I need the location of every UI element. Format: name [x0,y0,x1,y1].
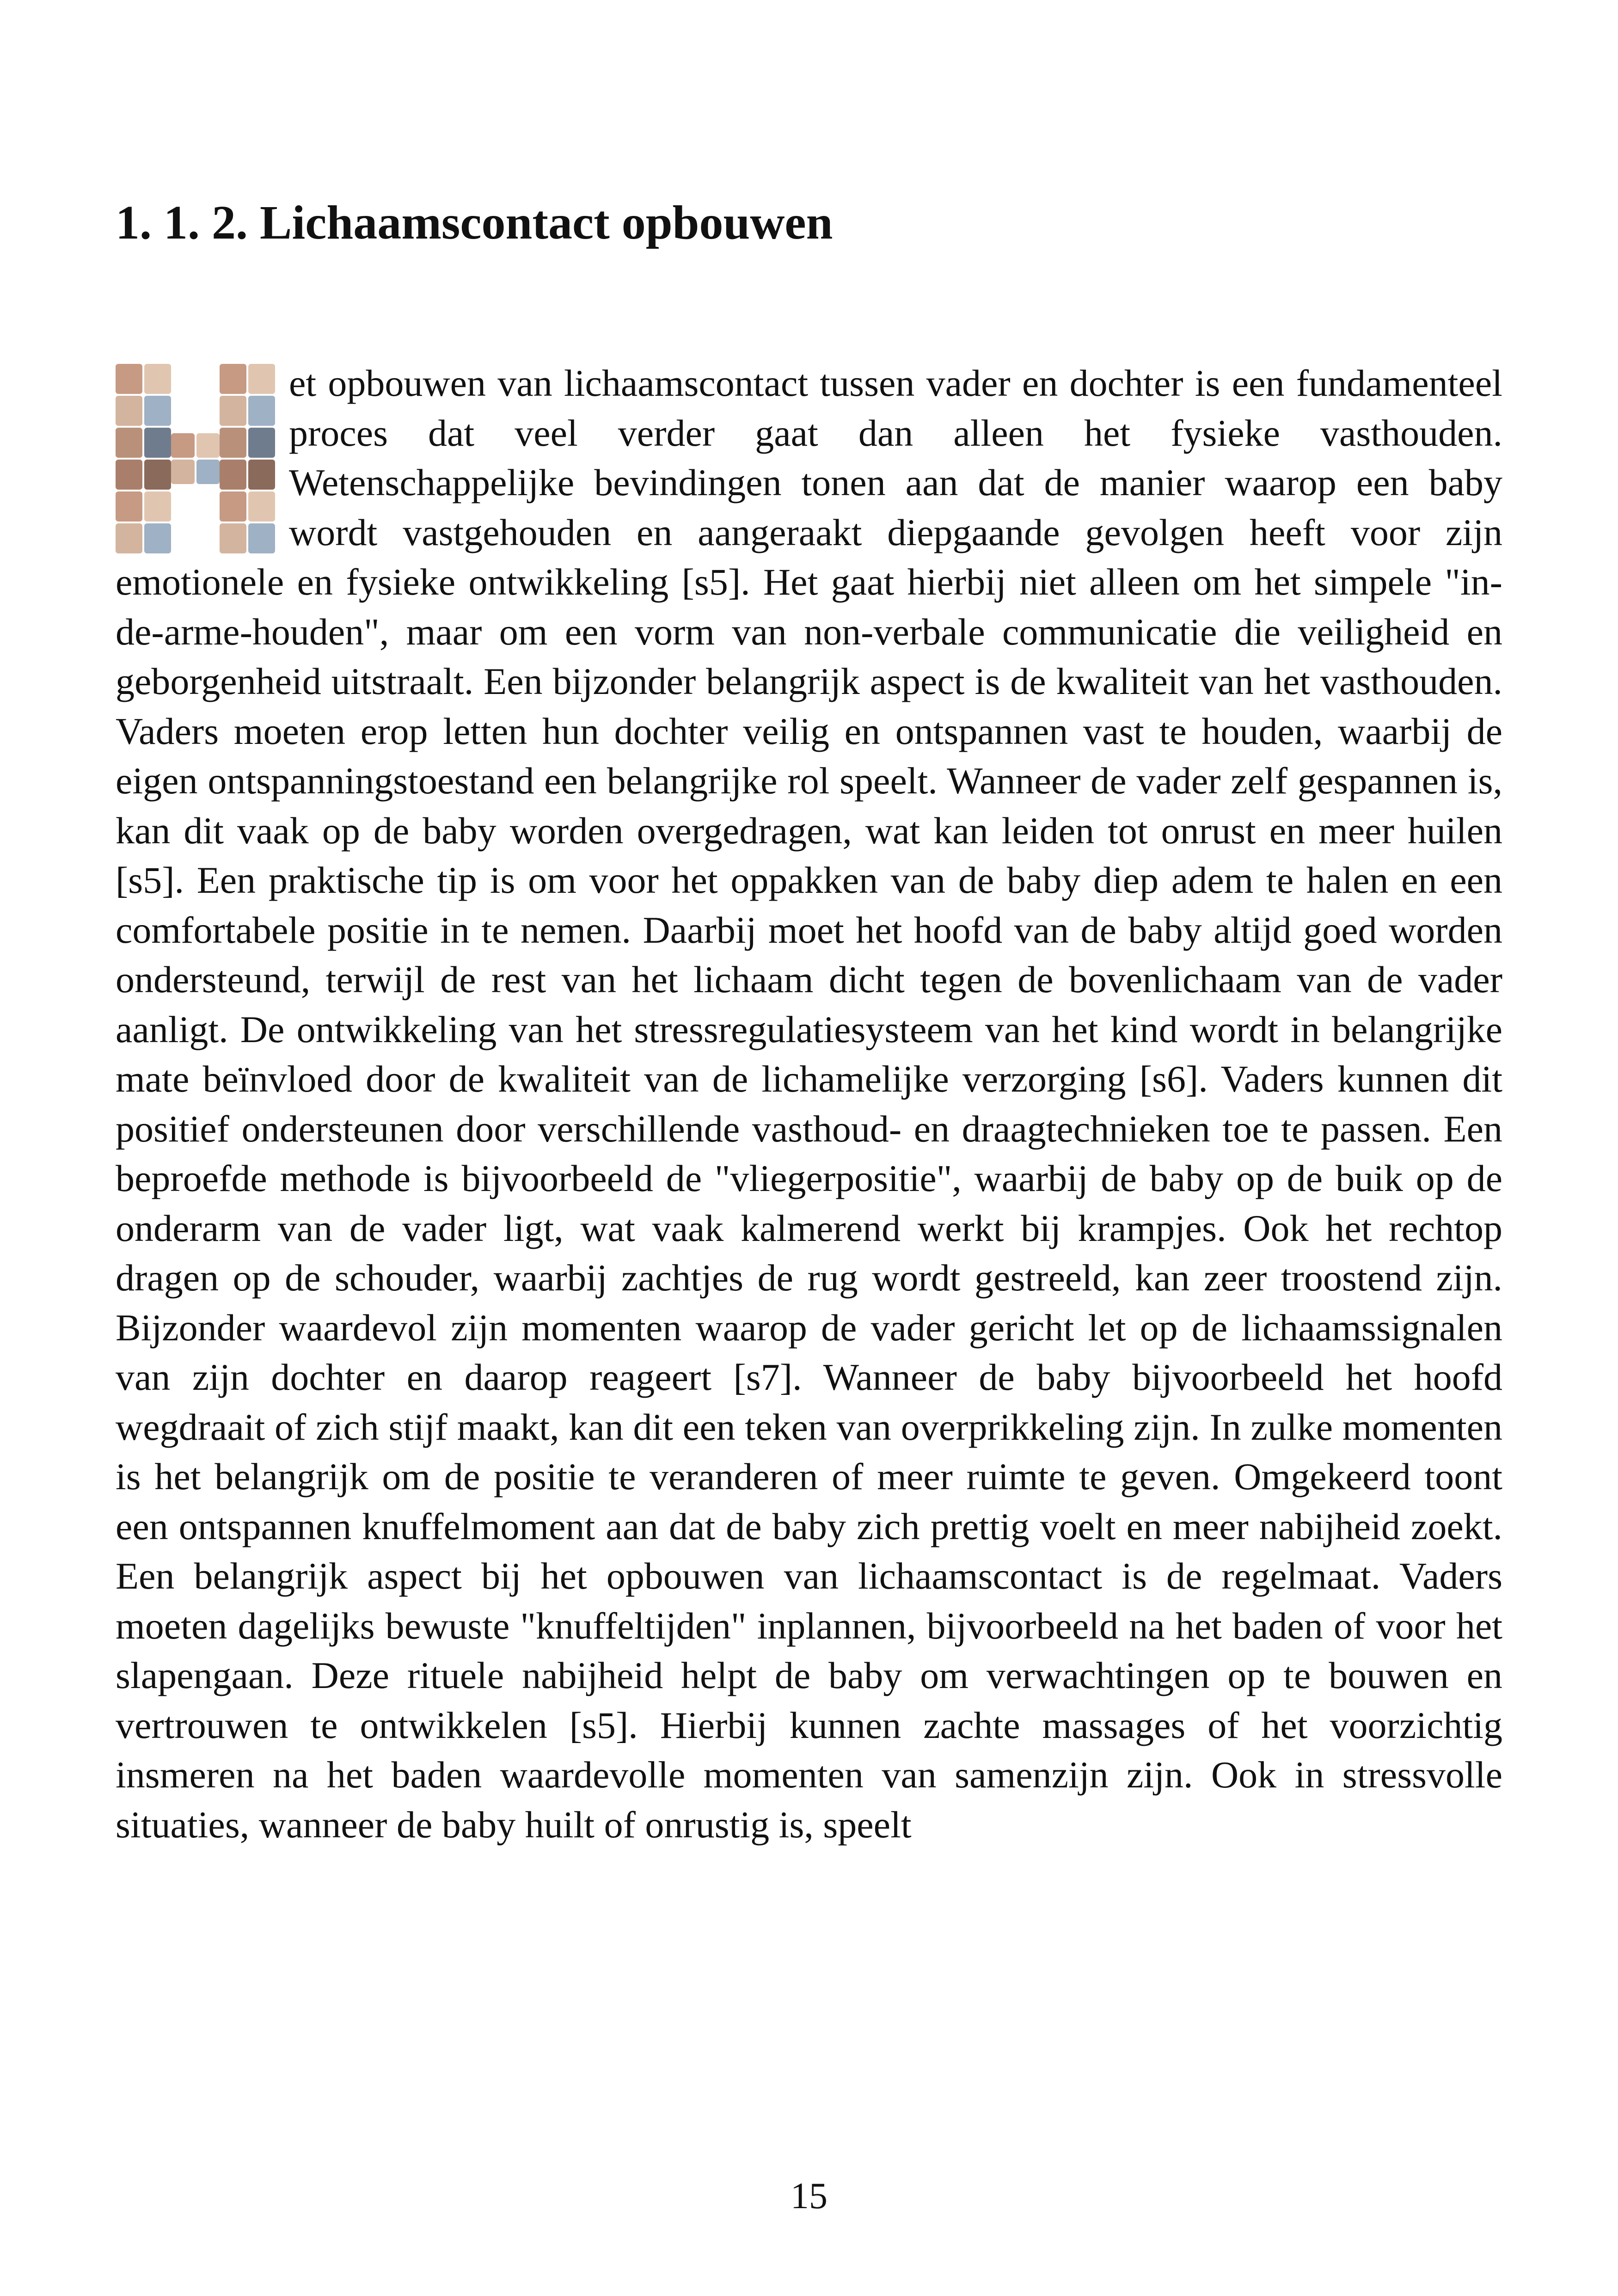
dropcap-photo-tile [196,433,220,458]
dropcap-photo-tile [220,428,246,458]
body-paragraph [116,358,1502,1849]
dropcap-photo-tile [171,433,195,458]
dropcap-photo-tile [144,491,171,522]
dropcap-right-stem [220,364,275,553]
dropcap-photo-tile [144,428,171,458]
page-number: 15 [791,2176,827,2216]
dropcap-photo-tile [144,396,171,426]
dropcap-letter-image [116,364,275,553]
dropcap-left-stem [116,364,171,553]
dropcap-photo-tile [220,523,246,553]
dropcap-photo-tile [248,396,275,426]
dropcap-photo-tile [116,364,142,394]
dropcap-photo-tile [116,428,142,458]
dropcap-photo-tile [248,364,275,394]
dropcap-photo-tile [171,460,195,484]
dropcap-photo-tile [144,460,171,490]
dropcap-photo-tile [196,460,220,484]
dropcap-photo-tile [248,523,275,553]
dropcap-photo-tile [220,396,246,426]
section-heading: 1. 1. 2. Lichaamscontact opbouwen [116,196,833,249]
dropcap-photo-tile [144,523,171,553]
dropcap-photo-tile [220,460,246,490]
dropcap-photo-tile [144,364,171,394]
dropcap-photo-tile [248,460,275,490]
body-text: et opbouwen van lichaamscontact tussen vader en dochter is een fundamenteel proces dat veel verder gaat dan alleen het fysieke vasthouden. Wetenschappelijke bevindingen tonen aan dat de manier waarop een baby wordt vastgehouden en aangeraakt diepgaande gevolgen heeft voor zijn emotionele en fysieke ontwikkeling [s5]. Het gaat hierbij niet alleen om het simpele "in-de-arme-houden", maar om een vorm van non-verbale communicatie die veiligheid en geborgenheid uitstraalt. Een bijzonder belangrijk aspect is de kwaliteit van het vasthouden. Vaders moeten erop letten hun dochter veilig en ontspannen vast te houden, waarbij de eigen ontspanningstoestand een belangrijke rol speelt. Wanneer de vader zelf gespannen is, kan dit vaak op de baby worden overgedragen, wat kan leiden tot onrust en meer huilen [s5]. Een praktische tip is om voor het oppakken van de baby diep adem te halen en een comfortabele positie in te nemen. Daarbij moet het hoofd van de baby altijd goed worden ondersteund, terwijl de rest van het lichaam dicht tegen de bovenlichaam van de vader aanligt. De ontwikkeling van het stressregulatiesysteem van het kind wordt in belangrijke mate beïnvloed door de kwaliteit van de lichamelijke verzorging [s6]. Vaders kunnen dit positief ondersteunen door verschillende vasthoud- en draagtechnieken toe te passen. Een beproefde methode is bijvoorbeeld de "vliegerpositie", waarbij de baby op de buik op de onderarm van de vader ligt, wat vaak kalmerend werkt bij krampjes. Ook het rechtop dragen op de schouder, waarbij zachtjes de rug wordt gestreeld, kan zeer troostend zijn. Bijzonder waardevol zijn momenten waarop de vader gericht let op de lichaamssignalen van zijn dochter en daarop reageert [s7]. Wanneer de baby bijvoorbeeld het hoofd wegdraait of zich stijf maakt, kan dit een teken van overprikkeling zijn. In zulke momenten is het belangrijk om de positie te veranderen of meer ruimte te geven. Omgekeerd toont een ontspannen knuffelmoment aan dat de baby zich prettig voelt en meer nabijheid zoekt. Een belangrijk aspect bij het opbouwen van lichaamscontact is de regelmaat. Vaders moeten dagelijks bewuste "knuffeltijden" inplannen, bijvoorbeeld na het baden of voor het slapengaan. Deze rituele nabijheid helpt de baby om verwachtingen op te bouwen en vertrouwen te ontwikkelen [s5]. Hierbij kunnen zachte massages of het voorzichtig insmeren na het baden waardevolle momenten van samenzijn zijn. Ook in stressvolle situaties, wanneer de baby huilt of onrustig is, speelt [116,362,1502,1846]
dropcap-photo-tile [220,364,246,394]
dropcap-crossbar [171,433,220,484]
dropcap-photo-tile [116,523,142,553]
dropcap-photo-tile [248,491,275,522]
dropcap-photo-tile [116,491,142,522]
dropcap-photo-tile [220,491,246,522]
dropcap-photo-tile [116,460,142,490]
dropcap-photo-tile [248,428,275,458]
dropcap-photo-tile [116,396,142,426]
